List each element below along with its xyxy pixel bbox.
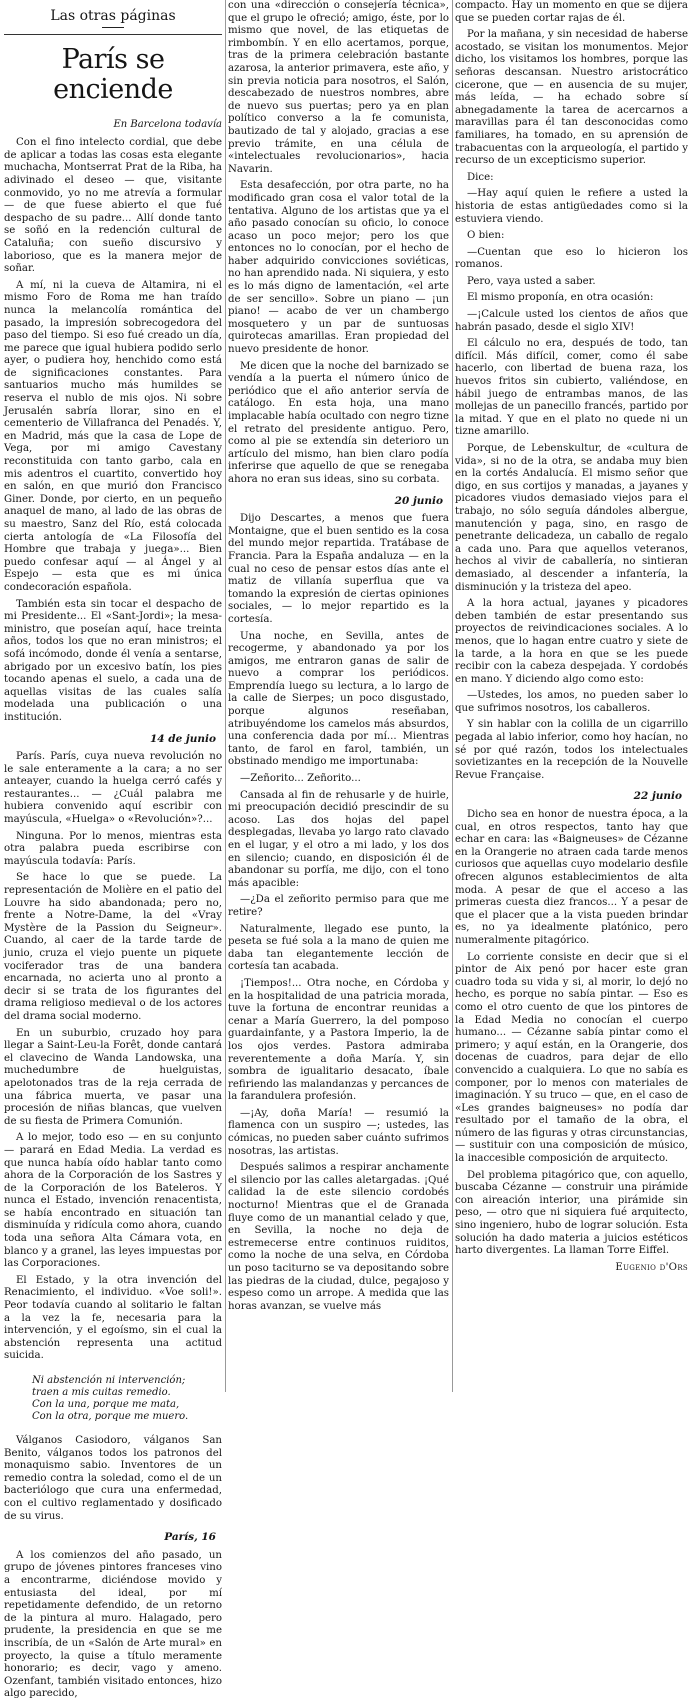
paragraph: A mí, ni la cueva de Altamira, ni el mismo Foro de Roma me han traído nunca la melancolía romántica del pasado, la impresión sobrecogedora del paso del tiempo. Si eso fué creado un día, me parece que igual hubiera podido serlo ayer, o pudiera hoy, henchido como está de significaciones constantes. Para santuarios mucho más humildes se reserva el nublo de mis ojos. Ni sobre Jerusalén sabría llorar, sino en el cementerio de Villafranca del Penadés. Y, en Madrid, más que la casa de Lope de Vega, por mi amigo Cavestany reconstituida con tanto garbo, cala en mis adentros el cuartito, convertido hoy en salón, en que murió don Francisco Giner. Donde, por cierto, en un pequeño anaquel de mano, al lado de las obras de su maestro, Sanz del Río, está colocada cierta antología de «La Filosofía del Hombre que trabaja y juega»... Bien puedo confesar aquí — al Ángel y al Espejo — esta que es mi única condecoración española. bbox=[4, 279, 222, 593]
paragraph: París. París, cuya nueva revolución no le sale enteramente a la cara; a no ser anteayer, cuando la huelga cerró cafés y restaurantes... — ¿Cuál palabra me hubiera convenido aquí escribir con mayúscula, «Huelga» o «Revolución»?... bbox=[4, 751, 222, 826]
paragraph: —¡Ay, doña María! — resumió la flamenca con un suspiro —; ustedes, las cómicas, no pueden saber cuánto sufrimos nosotras, las artistas. bbox=[228, 1107, 449, 1157]
paragraph: Dicho sea en honor de nuestra época, a la cual, en otros respectos, tanto hay que echar en cara: las «Baigneuses» de Cézanne en la Orangerie no atraen cada tarde menos curiosos que aquellas cuyo modelario desfile ofrecen algunos establecimientos de alta moda. A pesar de que el acceso a las primeras cuesta diez francos... Y a pesar de que el placer que a la vista pueden brindar es, no ya idealmente platónico, pero numeralmente pitagórico. bbox=[455, 809, 688, 946]
paragraph: —¿Da el zeñorito permiso para que me retire? bbox=[228, 894, 449, 918]
paragraph: compacto. Hay un momento en que se dijera que se pueden cortar rajas de él. bbox=[455, 0, 688, 24]
paragraph: Y sin hablar con la colilla de un cigarrillo pegada al labio inferior, como hoy hacían, no sé por qué razón, todos los intelectuales sovietizantes en la recepción de la Nouvelle Revue Française. bbox=[455, 719, 688, 781]
column-3 bbox=[455, 0, 688, 1274]
entry-date: 20 junio bbox=[394, 494, 443, 507]
paragraph: Una noche, en Sevilla, antes de recogerme, y abandonado ya por los amigos, me entraron ganas de salir de nuevo a comprar los periódicos. Emprendía luego su lectura, a lo largo de la calle de Sierpes; un poco disgustado, porque algunos reseñaban, atribuyéndome los camelos más absurdos, una conferencia dada por mí... Mientras tanto, de farol en farol, también, un obstinado mendigo me importunaba: bbox=[228, 630, 449, 768]
paragraph: —Cuentan que eso lo hicieron los romanos. bbox=[455, 246, 688, 271]
paragraph: Después salimos a respirar anchamente el silencio por las calles aletargadas. ¡Qué calidad la de este silencio cordobés nocturno! Mientras que el de Granada fluye como de un manantial celado y que, en Sevilla, la noche no deja de estremecerse entre continuos ruiditos, como la noche de una selva, en Córdoba un poso taciturno se va depositando sobre las piedras de la ciudad, dulce, pegajoso y espeso como un arrope. A medida que las horas avanzan, se vuelve más bbox=[228, 1162, 449, 1312]
entry-date: 14 de junio bbox=[149, 732, 216, 745]
paragraph: Lo corriente consiste en decir que si el pintor de Aix penó por hacer este gran cuadro toda su vida y si, al morir, lo dejó no hecho, es porque no sabía pintar. — Eso es como el otro cuento de que los pintores de la Edad Media no conocían el cuerpo humano... — Cézanne sabía pintar como el primero; y aquí están, en la Orangerie, dos docenas de cuadros, para dejar de ello convencido a cualquiera. Lo que no sabía es componer, por lo menos con materiales de imaginación. Y su truco — que, en el caso de «Les grandes baigneuses» no podía dar resultado por el tamaño de la obra, el número de las figuras y otras circunstancias, — sustituir con una composición de músico, la inaccesible composición de arquitecto. bbox=[455, 951, 688, 1165]
paragraph: Dijo Descartes, a menos que fuera Montaigne, que el buen sentido es la cosa del mundo mejor repartida. Tratábase de Francia. Para la España andaluza — en la cual no ceso de pensar estos días ante el matiz de villanía superflua que va tomando la expresión de ciertas opiniones sociales, — lo mejor repartido es la cortesía. bbox=[228, 513, 449, 625]
paragraph: Naturalmente, llegado ese punto, la peseta se fué sola a la mano de quien me daba tan elegantemente lección de cortesía tan acabada. bbox=[228, 923, 449, 973]
entry-date: París, 16 bbox=[164, 1531, 216, 1544]
paragraph: Ninguna. Por lo menos, mientras esta otra palabra pueda escribirse con mayúscula todavía: París. bbox=[4, 830, 222, 867]
column-divider bbox=[225, 0, 226, 1392]
paragraph: El mismo proponía, en otra ocasión: bbox=[467, 292, 654, 304]
verse-quote bbox=[32, 1375, 222, 1423]
dateline: En Barcelona todavía bbox=[113, 118, 222, 130]
article-headline: París se enciende bbox=[53, 43, 173, 105]
header-rule bbox=[4, 34, 222, 35]
paragraph: Se hace lo que se puede. La representación de Molière en el patio del Louvre ha sido abandonada; pero no, frente a Notre-Dame, la del «Vray Mystère de la Passion du Seigneur». Cuando, al caer de la tarde tarde de junio, cruza el viejo puente un piquete vociferador tras de una bandera encarnada, no acierta uno al pronto a decir si se trata de los figurantes del drama religioso medieval o de los actores del drama social moderno. bbox=[4, 872, 222, 1022]
paragraph: O bien: bbox=[467, 230, 505, 242]
paragraph: Porque, de Lebenskultur, de «cultura de vida», si no de la otra, se andaba muy bien en la cortés Andalucía. El mismo señor que digo, en sus cortijos y manadas, a jayanes y picadores viudos demasiado viejos para el trabajo, no sólo seguía dándoles albergue, manutención y paga, sino, en rasgo de penetrante delicadeza, un caballo de regalo a cada uno. Para que aquellos veteranos, hechos al vivir de caballería, no sintieran demasiado, al descender a infantería, la disminución y la tristeza del apeo. bbox=[455, 443, 688, 593]
title-divider bbox=[102, 27, 124, 28]
paragraph: Me dicen que la noche del barnizado se vendía a la puerta el número único de periódico que el año anterior servía de catálogo. En esta hoja, una mano implacable había ocultado con negro tizne el retrato del presidente antiguo. Pero, como al pie se extendía sin deterioro un artículo del mismo, han bien claro podía inferirse que aquello de que se renegaba ahora no eran sus ideas, sino su corbata. bbox=[228, 360, 449, 485]
paragraph: En un suburbio, cruzado hoy para llegar a Saint-Leu-la Forêt, donde cantará el clavecino de Wanda Landowska, una muchedumbre de huelguistas, apelotonados tras de la reja cerrada de una fábrica muerta, ve pasar una procesión de niñas blancas, que vuelven de su fiesta de Primera Comunión. bbox=[4, 1027, 222, 1127]
paragraph: con una «dirección o consejería técnica», que el grupo le ofreció; amigo, éste, por lo mismo que novel, de las etiquetas de rimbombín. Y en ello acertamos, porque, tras de la primera celebración bastante azarosa, la anterior primavera, este año, y sin previa noticia para nosotros, el Salón, descabezado de nuestros nombres, abre de nuevo sus puertas; pero ya en plan político converso a la fe comunista, bautizado de tal y alojado, gracias a ese previo trámite, en una célula de «intelectuales revolucionarios», hacia Navarin. bbox=[228, 0, 449, 175]
column-2 bbox=[228, 0, 449, 1317]
verse-line: Ni abstención ni intervención; bbox=[32, 1375, 186, 1386]
paragraph: También esta sin tocar el despacho de mi Presidente... El «Sant-Jordi»; la mesa-ministro, que poseían aquí, hace treinta años, todos los que no eran ministros; el sofá incómodo, donde él venía a sentarse, abrigado por un excesivo batín, los pies tocando apenas el suelo, a cada una de aquellas visitas de las cuales salía modelada una publicación o una institución. bbox=[4, 598, 222, 723]
paragraph: Con el fino intelecto cordial, que debe de aplicar a todas las cosas esta elegante muchacha, Montserrat Prat de la Riba, ha adivinado el deseo — que, visitante conmovido, yo no me atrevía a formular — de que fuese abierto el que fué despacho de su padre... Allí donde tanto se soñó en la redención cultural de Cataluña; con sueño discursivo y laborioso, que es la manera mejor de soñar. bbox=[4, 137, 222, 275]
paragraph: A la hora actual, jayanes y picadores deben también de estar presentando sus proyectos de reivindicaciones sociales. A lo menos, que lo hagan entre cuatro y siete de la tarde, a la hora en que se les puede recibir con la cabeza despejada. Y cordobés en mano. Y diciendo algo como esto: bbox=[455, 598, 688, 685]
verse-line: Con la una, porque me mata, bbox=[32, 1399, 180, 1410]
paragraph: Válganos Casiodoro, válganos San Benito, válganos todos los patronos del monaquismo sabio. Inventores de un remedio contra la soledad, como el de un bacteriólogo que cura una enfermedad, con el cultivo reglamentado y dosificado de su virus. bbox=[4, 1435, 222, 1522]
paragraph: —Hay aquí quien le refiere a usted la historia de estas antigüedades como si la estuviera viendo. bbox=[455, 188, 688, 225]
paragraph: El cálculo no era, después de todo, tan difícil. Más difícil, comer, como él sabe hacerlo, con libertad de buena raza, los huevos fritos sin cubierto, valiéndose, en hábil juego de entrambas manos, de las mollejas de un panecillo francés, partido por la mitad. Y que en el plato no quede ni un tizne amarillo. bbox=[455, 338, 688, 438]
verse-line: traen a mis cuitas remedio. bbox=[32, 1387, 171, 1398]
paragraph: Pero, vaya usted a saber. bbox=[467, 275, 596, 287]
paragraph: Por la mañana, y sin necesidad de haberse acostado, se visitan los monumentos. Mejor dicho, los visitamos los hombres, porque las señoras descansan. Nuestro aristocrático cicerone, que — en ausencia de su mujer, más leída, — ha echado sobre sí abnegadamente la tarea de acercarnos a maravillas para él tan desconocidas como familiares, ha tomado, en su aprensión de trabacuentas con la arqueología, el partido y recurso de un excepticismo superior. bbox=[455, 29, 688, 167]
section-title: Las otras páginas bbox=[50, 8, 176, 24]
paragraph: Cansada al fin de rehusarle y de huirle, mi preocupación decidió prescindir de su acoso. Las dos hojas del papel desplegadas, llevaba yo largo rato clavado en el lugar, y el otro a mi lado, y los dos en silencio; cuando, en disposición él de abandonar su porfía, me dijo, con el tono más apacible: bbox=[228, 789, 449, 889]
paragraph: —¡Calcule usted los cientos de años que habrán pasado, desde el siglo XIV! bbox=[455, 309, 688, 333]
column-1 bbox=[4, 0, 222, 1705]
column-divider bbox=[452, 0, 453, 1392]
author-signature: Eugenio d'Ors bbox=[615, 1261, 688, 1273]
paragraph: —Ustedes, los amos, no pueden saber lo que sufrimos nosotros, los caballeros. bbox=[455, 690, 688, 714]
paragraph: A los comienzos del año pasado, un grupo de jóvenes pintores franceses vino a encontrarme, diciéndose movido y entusiasta del ideal, por mí repetidamente defendido, de un retorno de la pintura al muro. Halagado, pero prudente, la presidencia en que se me inscribía, de un «Salón de Arte mural» en proyecto, la quise a título meramente honorario; es decir, vago y ameno. Ozenfant, también visitado entonces, hizo algo parecido, bbox=[4, 1549, 222, 1700]
paragraph: Dice: bbox=[467, 171, 494, 183]
paragraph: El Estado, y la otra invención del Renacimiento, el individuo. «Voe soli!». Peor todavía cuando al solitario le faltan a la vez la fe, necesaria para la intervención, y el egoísmo, sin el cual la abstención representa una actitud suicida. bbox=[4, 1274, 222, 1362]
paragraph: ¡Tiempos!... Otra noche, en Córdoba y en la hospitalidad de una patricia morada, tuve la fortuna de encontrar reunidas a cenar a María Guerrero, la del pomposo guardainfante, y a Pastora Imperio, la de los ojos verdes. Pastora admiraba reverentemente a doña María. Y, sin sombra de igualitario desacato, íbale refiriendo las malandanzas y percances de la farandulera profesión. bbox=[228, 977, 449, 1103]
paragraph: Del problema pitagórico que, con aquello, buscaba Cézanne — construir una pirámide con aireación interior, una pirámide sin peso, — otro que ni siquiera fué arquitecto, sino ingeniero, hubo de lograr solución. Esta solución ha dado materia a juicios estéticos harto divergentes. La llaman Torre Eiffel. bbox=[455, 1169, 688, 1257]
paragraph: —Zeñorito... Zeñorito... bbox=[240, 773, 361, 785]
paragraph: Esta desafección, por otra parte, no ha modificado gran cosa el valor total de la tentativa. Alguno de los artistas que ya el año pasado conocían su oficio, lo conoce acaso un poco mejor; pero los que entonces no lo conocían, por el hecho de haber adquirido convicciones soviéticas, no han aprendido nada. Ni siquiera, y esto es lo más digno de lamentación, «el arte de ser sencillo». Sobre un piano — ¡un piano! — acabo de ver un chambergo mosquetero y un par de suntuosas quirotecas amarillas. Eran propiedad del nuevo presidente de honor. bbox=[228, 180, 449, 356]
verse-line: Con la otra, porque me muero. bbox=[32, 1411, 189, 1422]
entry-date: 22 junio bbox=[633, 790, 682, 803]
paragraph: A lo mejor, todo eso — en su conjunto — parará en Edad Media. La verdad es que nunca había oído hablar tanto como ahora de la Corporación de los Sastres y de la Corporación de los Bateleros. Y nunca el Estado, invención renacentista, se había encontrado en situación tan disminuída y ridícula como ahora, cuando toda una señora Alta Cámara vota, en blanco y a granel, las leyes impuestas por las Corporaciones. bbox=[4, 1132, 222, 1270]
